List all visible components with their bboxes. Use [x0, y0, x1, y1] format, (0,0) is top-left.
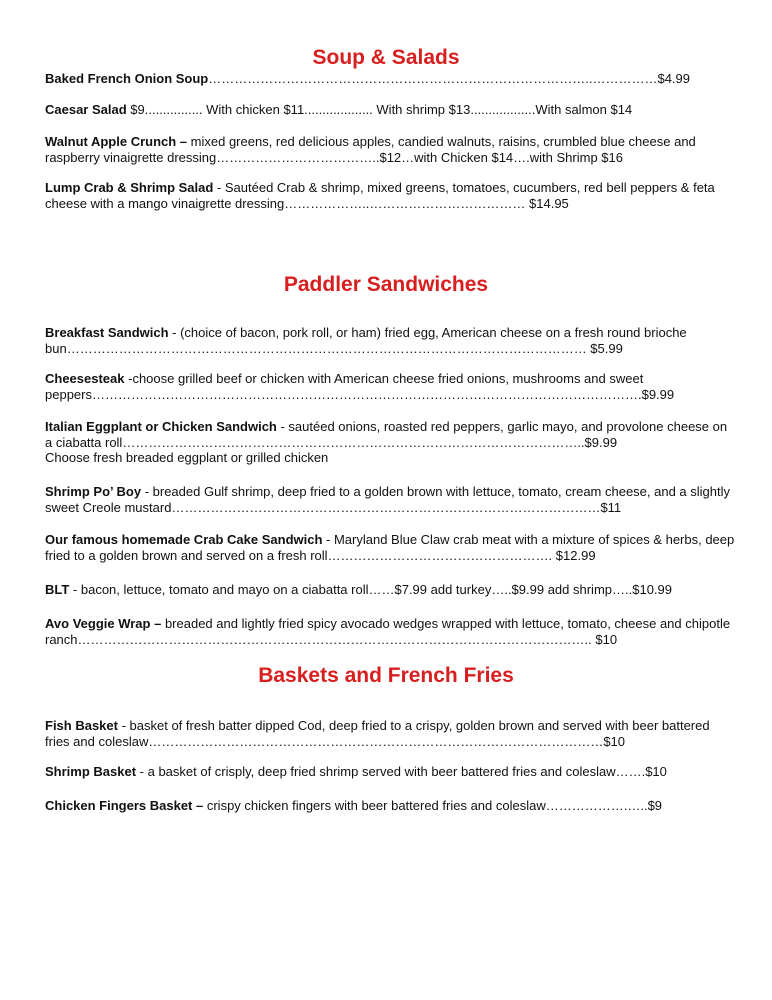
item-description: - (choice of bacon, pork roll, or ham) fried egg, American cheese on a fresh round brioche bun………………………………………………………………………………………………………… $5.99: [45, 325, 687, 356]
item-name: Baked French Onion Soup: [45, 71, 209, 86]
item-description: - basket of fresh batter dipped Cod, deep fried to a crispy, golden brown and served with beer battered fries and coleslaw……………………………………………………………………………………………$10: [45, 718, 710, 749]
item-name: Cheesesteak: [45, 371, 125, 386]
item-description: mixed greens, red delicious apples, candied walnuts, raisins, crumbled blue cheese and raspberry vinaigrette dressing………………………………..$12…with Chicken $14….with Shrimp $16: [45, 134, 696, 165]
item-description: - a basket of crisply, deep fried shrimp served with beer battered fries and coleslaw…….$10: [136, 764, 667, 779]
item-name: Breakfast Sandwich: [45, 325, 169, 340]
item-name: Italian Eggplant or Chicken Sandwich: [45, 419, 277, 434]
item-description: - breaded Gulf shrimp, deep fried to a golden brown with lettuce, tomato, cream cheese, and a slightly sweet Creole mustard………………………………………………………………………………………$11: [45, 484, 731, 515]
menu-item-breakfast-sandwich: [45, 325, 735, 356]
item-name: Caesar Salad: [45, 102, 127, 117]
menu-item-shrimp-po-boy: [45, 484, 735, 515]
item-name: Lump Crab & Shrimp Salad: [45, 180, 214, 195]
item-name: Our famous homemade Crab Cake Sandwich: [45, 532, 323, 547]
menu-item-walnut-apple-crunch: [45, 134, 735, 165]
menu-item-caesar-salad: [45, 102, 735, 118]
item-description: crispy chicken fingers with beer battered fries and coleslaw……………….…..$9: [203, 798, 663, 813]
menu-item-lump-crab-shrimp-salad: [45, 180, 735, 211]
menu-item-cheesesteak: [45, 371, 735, 402]
item-description: - Sautéed Crab & shrimp, mixed greens, tomatoes, cucumbers, red bell peppers & feta cheese with a mango vinaigrette dressing………………..……………………………… $14.95: [45, 180, 715, 211]
item-description: - Maryland Blue Claw crab meat with a mixture of spices & herbs, deep fried to a golden brown and served on a fresh roll……………………………………………. $12.99: [45, 532, 735, 563]
item-name: Shrimp Po’ Boy: [45, 484, 142, 499]
item-name: Fish Basket: [45, 718, 118, 733]
item-name: Chicken Fingers Basket –: [45, 798, 204, 813]
menu-item-blt: [45, 582, 735, 598]
item-name: BLT: [45, 582, 70, 597]
item-description: $9................ With chicken $11................... With shrimp $13..................With salmon $14: [126, 102, 633, 117]
item-name: Shrimp Basket: [45, 764, 137, 779]
item-description: - bacon, lettuce, tomato and mayo on a ciabatta roll……$7.99 add turkey…..$9.99 add shrimp…..$10.99: [69, 582, 672, 597]
section-title-soup-salads: Soup & Salads: [312, 46, 460, 69]
item-description: - sautéed onions, roasted red peppers, garlic mayo, and provolone cheese on a ciabatta roll……………………………………………………………………………………………..$9.99: [45, 419, 728, 450]
menu-item-chicken-fingers-basket: [45, 798, 735, 814]
menu-item-french-onion-soup: [45, 71, 735, 87]
item-name: Walnut Apple Crunch –: [45, 134, 188, 149]
item-name: Avo Veggie Wrap –: [45, 616, 162, 631]
item-note: Choose fresh breaded eggplant or grilled chicken: [45, 450, 329, 465]
menu-item-crab-cake-sandwich: [45, 532, 735, 563]
item-description: -choose grilled beef or chicken with American cheese fried onions, mushrooms and sweet peppers……………………………………………………………………………………………………………….$9.99: [45, 371, 675, 402]
menu-item-avo-veggie-wrap: [45, 616, 735, 647]
menu-item-italian-eggplant-chicken: [45, 419, 735, 466]
item-description: breaded and lightly fried spicy avocado wedges wrapped with lettuce, tomato, cheese and chipotle ranch……………………………………………………………………………………………………….. $10: [45, 616, 731, 647]
section-title-paddler-sandwiches: Paddler Sandwiches: [283, 273, 489, 296]
section-title-baskets-french-fries: Baskets and French Fries: [258, 664, 514, 687]
menu-item-shrimp-basket: [45, 764, 735, 780]
menu-item-fish-basket: [45, 718, 735, 749]
item-description: ……………………………………………………………………………..……………$4.99: [208, 71, 691, 86]
